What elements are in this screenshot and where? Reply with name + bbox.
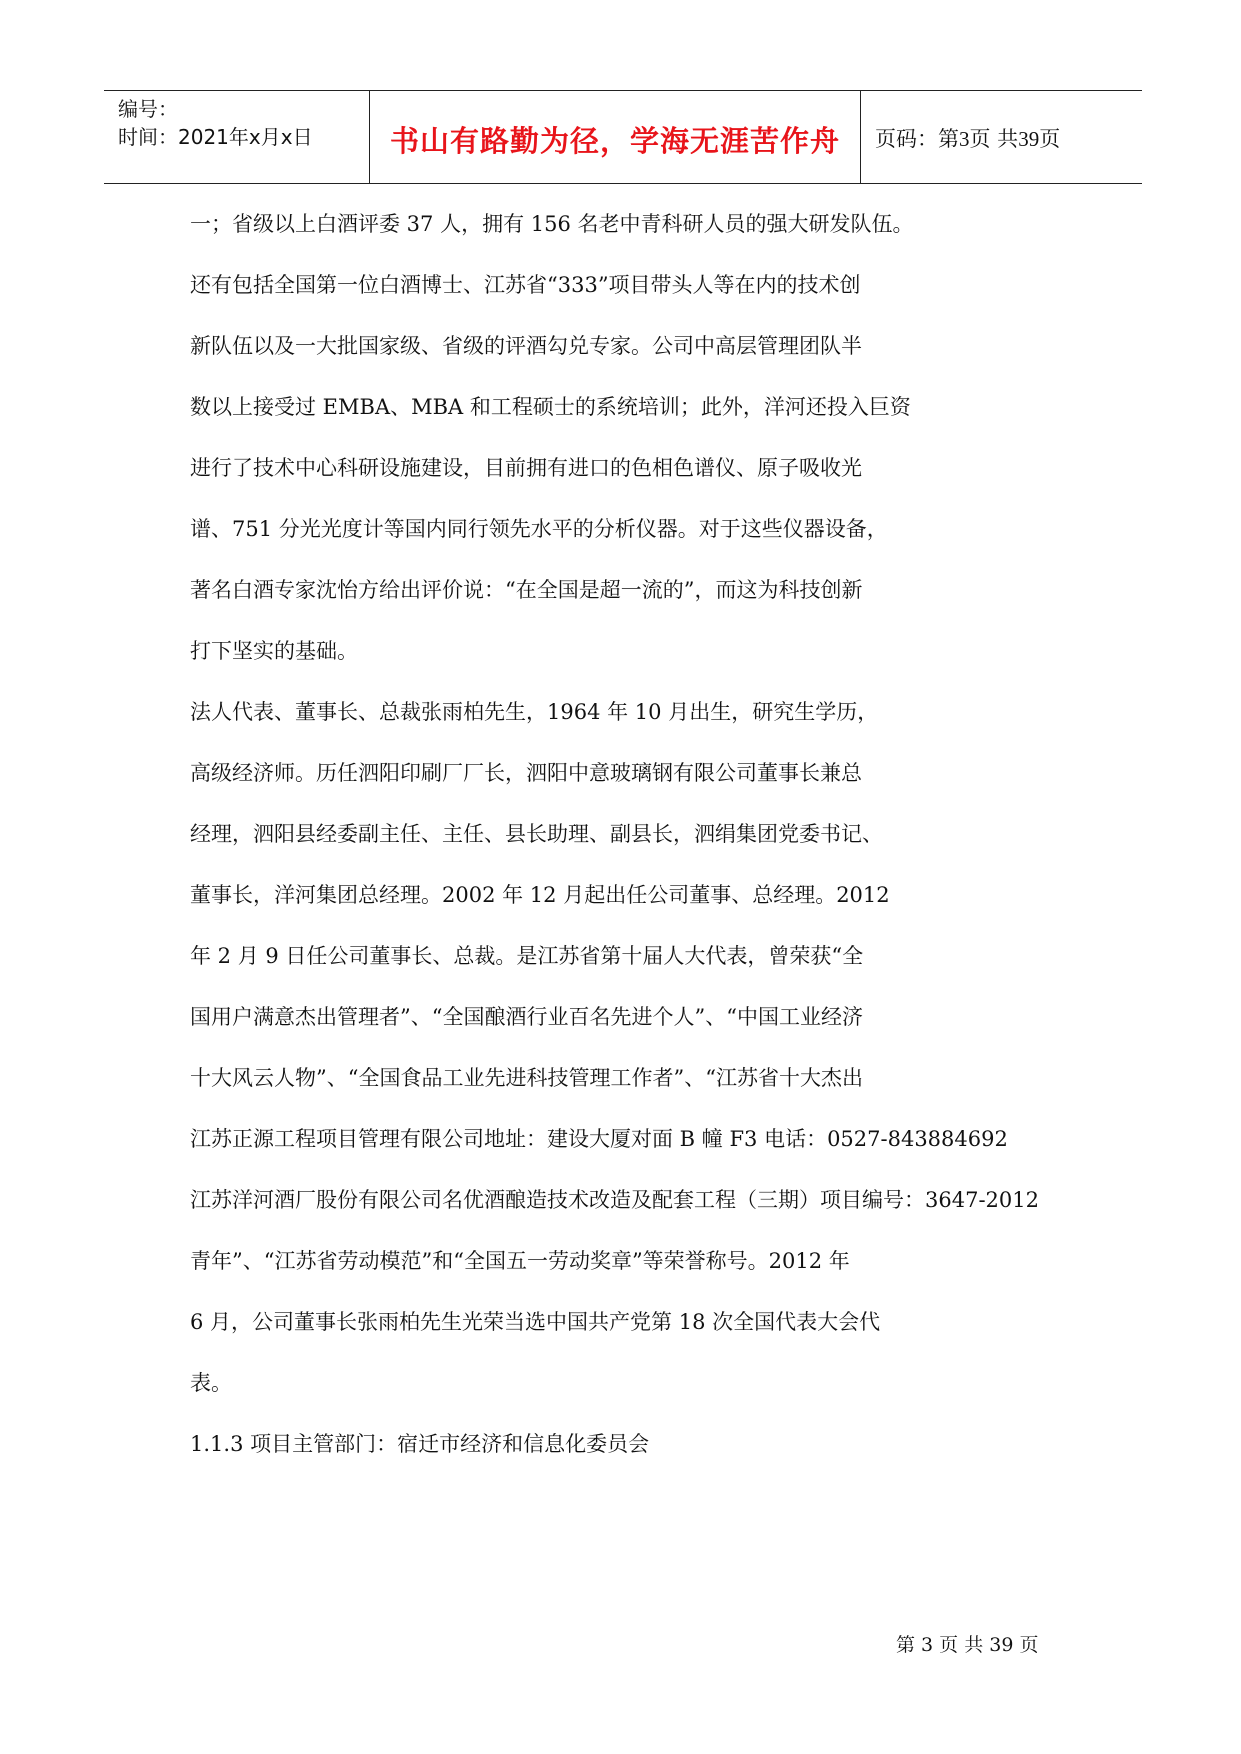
page-code-current: 3 — [959, 127, 970, 151]
body-line: 表。 — [190, 1371, 232, 1395]
page-code-suffix: 页 — [1039, 127, 1061, 151]
body-line: 高级经济师。历任泗阳印刷厂厂长，泗阳中意玻璃钢有限公司董事长兼总 — [190, 761, 862, 785]
body-line: 一；省级以上白酒评委 37 人，拥有 156 名老中青科研人员的强大研发队伍。 — [190, 212, 914, 236]
body-line-project-id: 江苏洋河酒厂股份有限公司名优酒酿造技术改造及配套工程（三期）项目编号：3647-2012 — [190, 1188, 1039, 1212]
header-motto: 书山有路勤为径，学海无涯苦作舟 — [389, 124, 840, 158]
header-page-code — [875, 123, 1060, 153]
body-line: 著名白酒专家沈怡方给出评价说：“在全国是超一流的”，而这为科技创新 — [190, 578, 863, 602]
header-page-cell — [861, 91, 1142, 183]
document-header — [104, 90, 1142, 184]
body-line: 6 月，公司董事长张雨柏先生光荣当选中国共产党第 18 次全国代表大会代 — [190, 1310, 881, 1334]
body-line: 进行了技术中心科研设施建设，目前拥有进口的色相色谱仪、原子吸收光 — [190, 456, 862, 480]
body-line: 谱、751 分光光度计等国内同行领先水平的分析仪器。对于这些仪器设备， — [190, 517, 888, 541]
body-line: 还有包括全国第一位白酒博士、江苏省“333”项目带头人等在内的技术创 — [190, 273, 861, 297]
page-footer: 第 3 页 共 39 页 — [896, 1634, 1039, 1656]
header-motto-cell — [369, 91, 861, 183]
page-code-total: 39 — [1018, 127, 1040, 151]
document-time-label: 时间：2021年x月x日 — [118, 125, 313, 149]
page-code-mid: 页 共 — [969, 127, 1019, 151]
body-line: 十大风云人物”、“全国食品工业先进科技管理工作者”、“江苏省十大杰出 — [190, 1066, 863, 1090]
document-number-label: 编号： — [118, 97, 178, 121]
body-line: 青年”、“江苏省劳动模范”和“全国五一劳动奖章”等荣誉称号。2012 年 — [190, 1249, 850, 1273]
header-meta-cell — [104, 91, 369, 183]
body-line: 董事长，洋河集团总经理。2002 年 12 月起出任公司董事、总经理。2012 — [190, 883, 890, 907]
body-line: 国用户满意杰出管理者”、“全国酿酒行业百名先进个人”、“中国工业经济 — [190, 1005, 863, 1029]
body-line: 新队伍以及一大批国家级、省级的评酒勾兑专家。公司中高层管理团队半 — [190, 334, 862, 358]
body-line: 打下坚实的基础。 — [190, 639, 358, 663]
page-code-prefix: 页码：第 — [875, 127, 959, 151]
body-line: 法人代表、董事长、总裁张雨柏先生，1964 年 10 月出生，研究生学历， — [190, 700, 879, 724]
section-heading: 1.1.3 项目主管部门：宿迁市经济和信息化委员会 — [190, 1432, 650, 1456]
body-line-contact: 江苏正源工程项目管理有限公司地址：建设大厦对面 B 幢 F3 电话：0527-843884692 — [190, 1127, 1008, 1151]
body-line: 经理，泗阳县经委副主任、主任、县长助理、副县长，泗绢集团党委书记、 — [190, 822, 883, 846]
body-line: 年 2 月 9 日任公司董事长、总裁。是江苏省第十届人大代表，曾荣获“全 — [190, 944, 864, 968]
body-line: 数以上接受过 EMBA、MBA 和工程硕士的系统培训；此外，洋河还投入巨资 — [190, 395, 911, 419]
